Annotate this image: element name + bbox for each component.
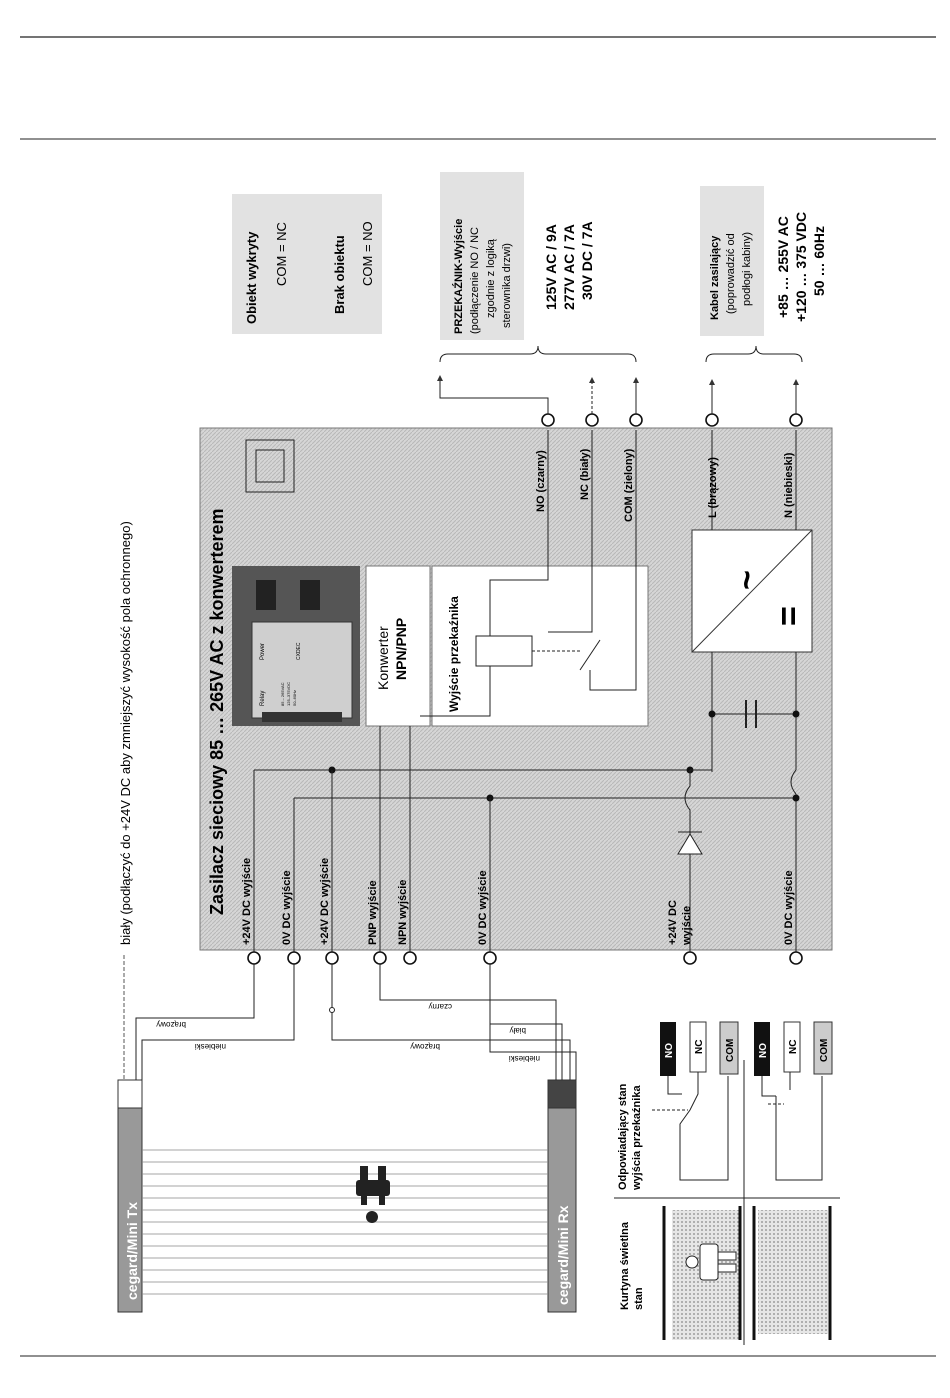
supply-title: Zasilacz sieciowy 85 … 265V AC z konwerterem xyxy=(207,508,227,915)
light-beams xyxy=(142,1150,548,1294)
device-photo xyxy=(232,566,360,726)
term-npn: NPN wyjście xyxy=(397,879,409,945)
converter-label-1: Konwerter xyxy=(375,626,391,690)
power-rating-3: 50 … 60Hz xyxy=(811,225,827,296)
svg-text:czarny: czarny xyxy=(428,1002,452,1011)
term-0v-bottom: 0V DC wyjście xyxy=(783,870,795,945)
tx-label: cegard/Mini Tx xyxy=(124,1201,140,1300)
relay-rating-2: 277V AC / 7A xyxy=(561,224,577,310)
relay-output-box xyxy=(432,566,648,726)
svg-text:=: = xyxy=(770,606,808,626)
detected-rule: COM = NC xyxy=(274,222,289,286)
white-wire-note: biały (podłączyć do +24V DC aby zmniejszyć wysokość pola ochronnego) xyxy=(118,521,133,945)
term-0v-2: 0V DC wyjście xyxy=(477,870,489,945)
svg-text:NC: NC xyxy=(694,1039,705,1054)
svg-text:50–60Hz: 50–60Hz xyxy=(292,689,297,706)
svg-text:(podłączenie NO / NC: (podłączenie NO / NC xyxy=(469,227,481,334)
svg-text:NO: NO xyxy=(664,1043,675,1058)
svg-text:brązowy: brązowy xyxy=(410,1042,440,1051)
svg-text:wyjścia przekaźnika: wyjścia przekaźnika xyxy=(631,1085,643,1190)
svg-text:CXDEC: CXDEC xyxy=(296,642,302,660)
svg-text:niebieski: niebieski xyxy=(194,1042,226,1051)
rx-label: cegard/Mini Rx xyxy=(555,1205,571,1305)
svg-text:~: ~ xyxy=(728,570,766,590)
svg-text:PRZEKAŹNIK-Wyjście: PRZEKAŹNIK-Wyjście xyxy=(453,218,465,334)
term-nc: NC (biały) xyxy=(579,448,591,500)
term-24v-2: +24V DC wyjście xyxy=(319,857,331,945)
person-icon xyxy=(356,1166,390,1223)
svg-text:Odpowiadający stan: Odpowiadający stan xyxy=(617,1083,629,1190)
svg-text:podłogi kabiny): podłogi kabiny) xyxy=(741,232,753,306)
svg-text:Power: Power xyxy=(260,642,266,660)
relay-rating-3: 30V DC / 7A xyxy=(579,221,595,300)
svg-text:stan: stan xyxy=(633,1287,645,1310)
svg-text:brązowy: brązowy xyxy=(156,1020,186,1029)
svg-text:Kurtyna świetlna: Kurtyna świetlna xyxy=(619,1221,631,1310)
svg-text:biały: biały xyxy=(509,1026,526,1035)
term-com: COM (zielony) xyxy=(623,448,635,522)
svg-text:niebieski: niebieski xyxy=(508,1054,540,1063)
state-table xyxy=(614,1022,840,1345)
term-no: NO (czarny) xyxy=(535,450,547,512)
relay-output-label: Wyjście przekaźnika xyxy=(447,596,461,712)
svg-text:125–375VDC: 125–375VDC xyxy=(286,681,291,706)
power-rating-2: +120 … 375 VDC xyxy=(793,211,809,322)
svg-text:(poprowadzić od: (poprowadzić od xyxy=(725,233,737,314)
detected-label: Obiekt wykryty xyxy=(244,231,259,324)
svg-text:NC: NC xyxy=(788,1039,799,1054)
converter-label-2: NPN/PNP xyxy=(393,617,409,680)
term-24v-bottom-2: wyjście xyxy=(681,905,693,945)
term-24v-1: +24V DC wyjście xyxy=(241,857,253,945)
term-l: L (brązowy) xyxy=(707,457,719,518)
term-pnp: PNP wyjście xyxy=(367,880,379,945)
svg-text:Kabel zasilający: Kabel zasilający xyxy=(709,235,721,320)
svg-text:COM: COM xyxy=(725,1038,736,1062)
term-n: N (niebieski) xyxy=(783,452,795,518)
power-rating-1: +85 … 255V AC xyxy=(775,216,791,318)
svg-text:COM: COM xyxy=(819,1038,830,1062)
svg-text:Relay: Relay xyxy=(260,690,266,706)
svg-text:85 – 265VAC: 85 – 265VAC xyxy=(280,682,285,706)
relay-rating-1: 125V AC / 9A xyxy=(543,224,559,310)
none-rule: COM = NO xyxy=(360,221,375,286)
term-0v-1: 0V DC wyjście xyxy=(281,870,293,945)
svg-text:sterownika drzwi): sterownika drzwi) xyxy=(501,243,513,328)
term-24v-bottom-1: +24V DC xyxy=(667,900,679,945)
none-label: Brak obiektu xyxy=(332,235,347,314)
svg-text:zgodnie z logiką: zgodnie z logiką xyxy=(485,239,497,318)
svg-text:NO: NO xyxy=(758,1043,769,1058)
